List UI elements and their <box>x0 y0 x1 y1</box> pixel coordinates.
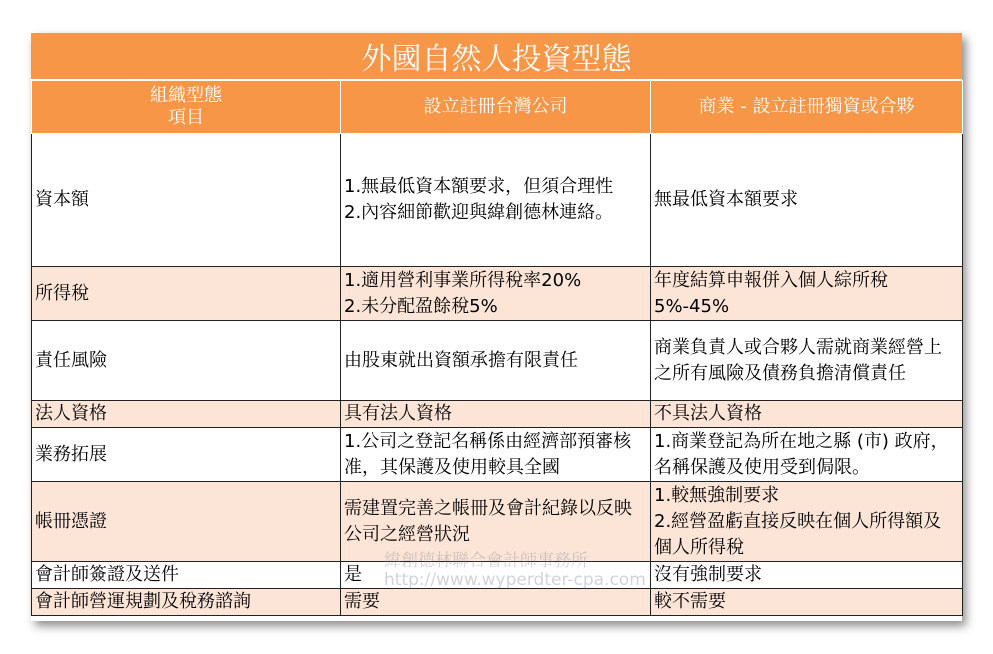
row-company <box>341 134 651 267</box>
row-business <box>651 321 963 401</box>
row-item: 責任風險 <box>32 321 341 401</box>
row-item: 帳冊憑證 <box>32 482 341 562</box>
row-business-line: 1.較無強制要求 <box>654 484 780 506</box>
comparison-table <box>31 80 963 616</box>
row-business-line: 1.商業登記為所在地之縣 (市) 政府，名稱保護及使用受到侷限。 <box>654 430 949 478</box>
row-company-line: 具有法人資格 <box>344 403 452 424</box>
row-company <box>341 428 651 482</box>
table-row <box>32 401 963 428</box>
row-business-line: 較不需要 <box>654 591 726 612</box>
header-item-type: 組織型態 <box>150 85 222 106</box>
row-company-line: 1.適用營利事業所得稅率20% <box>344 269 582 291</box>
row-company-line: 1.公司之登記名稱係由經濟部預審核准，其保護及使用較具全國 <box>344 430 632 478</box>
row-company-line: 由股東就出資額承擔有限責任 <box>344 349 578 371</box>
row-company-line: 需建置完善之帳冊及會計紀錄以反映公司之經營狀況 <box>344 497 632 545</box>
table-frame <box>31 33 962 621</box>
row-company <box>341 401 651 428</box>
row-item: 所得稅 <box>32 267 341 321</box>
row-company-line: 需要 <box>344 591 380 612</box>
header-business: 商業 - 設立註冊獨資或合夥 <box>651 81 963 134</box>
header-company: 設立註冊台灣公司 <box>341 81 651 134</box>
row-business <box>651 482 963 562</box>
row-item: 會計師簽證及送件 <box>32 562 341 589</box>
row-business-line: 2.經營盈虧直接反映在個人所得額及個人所得稅 <box>654 510 942 558</box>
row-company <box>341 321 651 401</box>
row-company <box>341 267 651 321</box>
row-item: 會計師營運規劃及稅務諮詢 <box>32 589 341 616</box>
row-business-line: 不具法人資格 <box>654 403 762 424</box>
row-business-line: 年度結算申報併入個人綜所稅5%-45% <box>654 269 888 317</box>
row-business-line: 商業負責人或合夥人需就商業經營上之所有風險及債務負擔清償責任 <box>654 336 942 384</box>
row-item: 資本額 <box>32 134 341 267</box>
table-row <box>32 134 963 267</box>
table-title: 外國自然人投資型態 <box>31 33 962 80</box>
table-row <box>32 562 963 589</box>
row-business <box>651 428 963 482</box>
row-company <box>341 589 651 616</box>
row-business <box>651 589 963 616</box>
row-item: 業務拓展 <box>32 428 341 482</box>
table-row <box>32 428 963 482</box>
table-row <box>32 482 963 562</box>
row-business-line: 沒有強制要求 <box>654 564 762 585</box>
row-business <box>651 267 963 321</box>
table-row <box>32 321 963 401</box>
row-company-line: 1.無最低資本額要求，但須合理性 <box>344 176 614 197</box>
row-business <box>651 562 963 589</box>
row-company-line: 是 <box>344 564 362 585</box>
table-row <box>32 589 963 616</box>
header-row <box>32 81 963 134</box>
row-item: 法人資格 <box>32 401 341 428</box>
table-row <box>32 267 963 321</box>
watermark-url: http://www.wyperdter-cpa.com <box>384 570 646 590</box>
header-item-label: 項目 <box>168 107 204 128</box>
header-item <box>32 81 341 134</box>
row-company <box>341 562 651 589</box>
row-business-line: 無最低資本額要求 <box>654 189 798 210</box>
row-company-line: 2.內容細節歡迎與緯創德林連絡。 <box>344 202 614 223</box>
watermark-firm-name: 緯創德林聯合會計師事務所 <box>384 551 588 571</box>
row-business <box>651 401 963 428</box>
row-company <box>341 482 651 562</box>
row-company-line: 2.未分配盈餘稅5% <box>344 295 498 317</box>
row-business <box>651 134 963 267</box>
